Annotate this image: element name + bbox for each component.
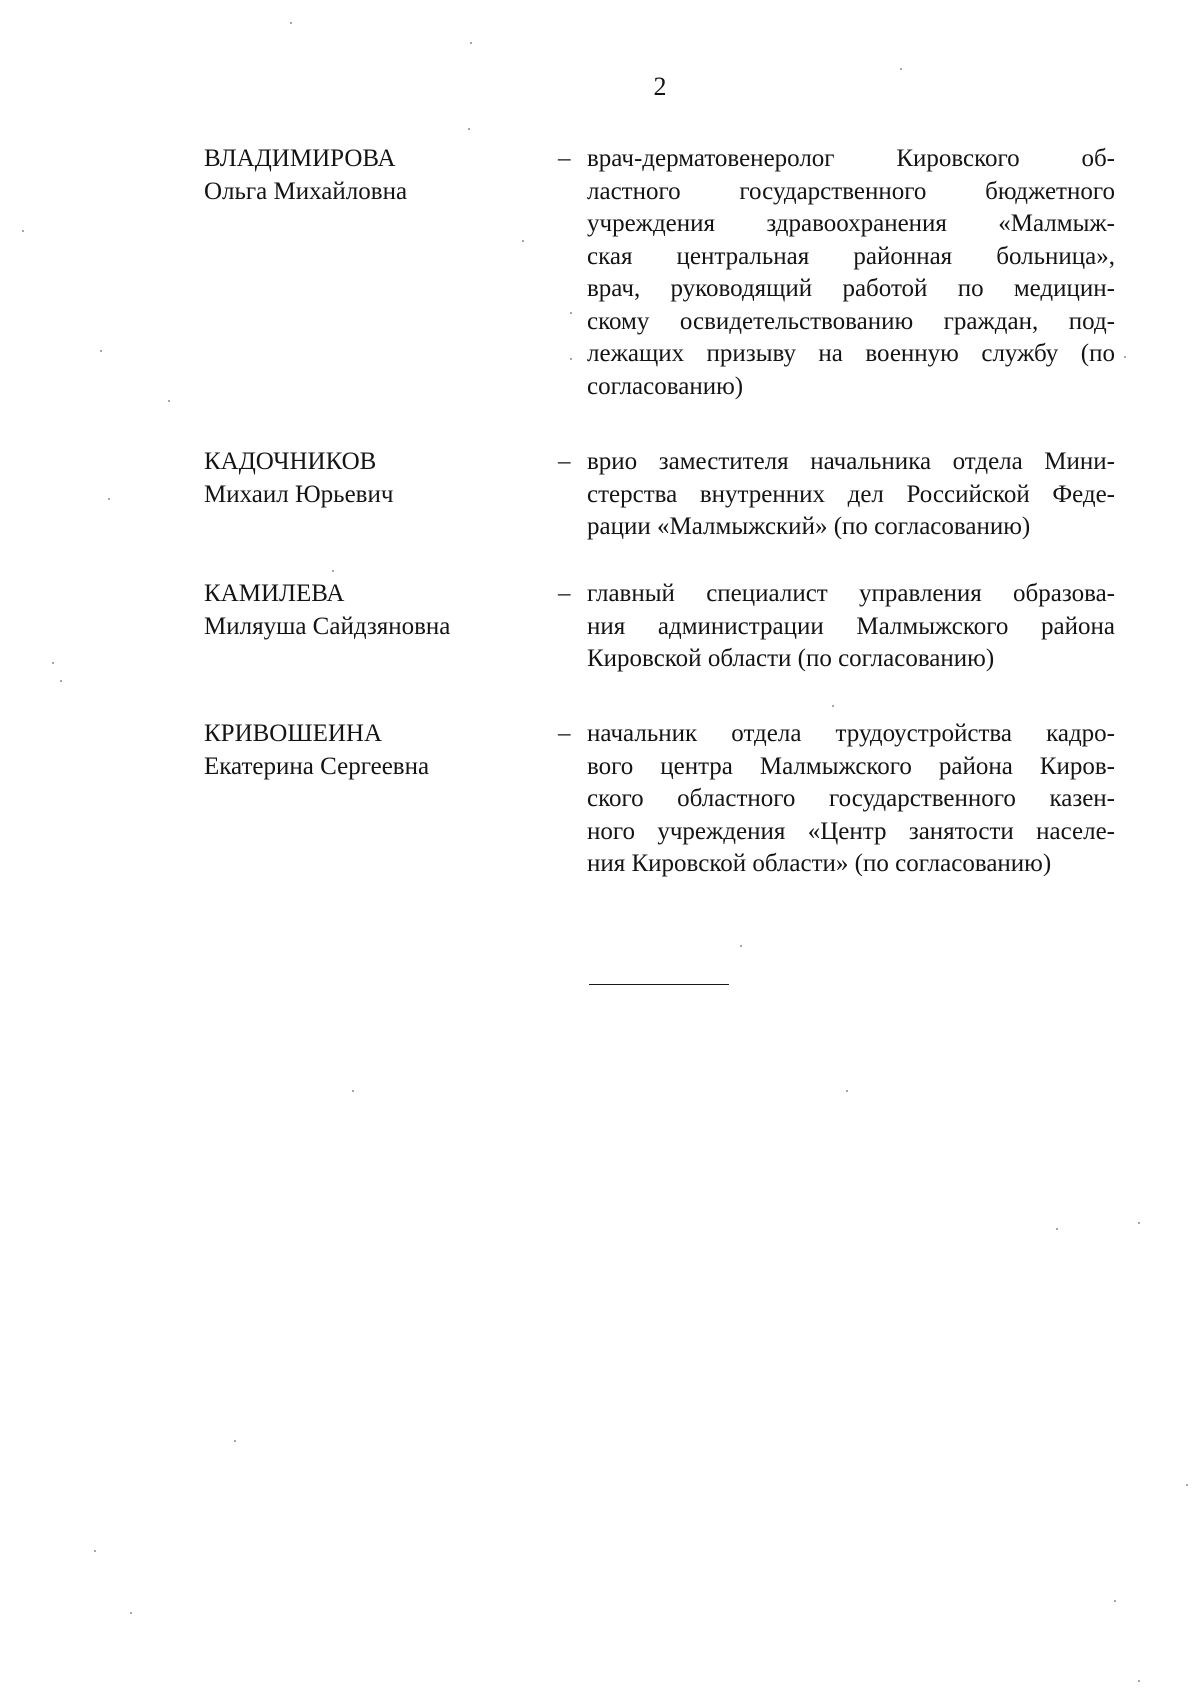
member-given-names: Ольга Михайловна <box>204 177 408 205</box>
scan-speck <box>290 22 292 24</box>
scan-speck <box>168 400 170 402</box>
scan-speck <box>352 1090 354 1092</box>
description-line: врио заместителя начальника отдела Мини- <box>587 448 1115 475</box>
scan-speck <box>1114 1600 1116 1602</box>
scan-speck <box>1186 1484 1188 1486</box>
scan-speck <box>332 570 334 572</box>
description-line: стерства внутренних дел Российской Феде- <box>587 480 1115 508</box>
description-line: Кировской области (по согласованию) <box>587 645 995 672</box>
description-line: врач-дерматовенеролог Кировского об- <box>587 145 1115 172</box>
description-line: вого центра Малмыжского района Киров- <box>587 752 1115 780</box>
scan-speck <box>1056 1228 1058 1230</box>
list-dash: – <box>558 448 571 475</box>
description-line: ного учреждения «Центр занятости населе- <box>587 817 1115 845</box>
description-line: главный специалист управления образова- <box>587 580 1115 607</box>
member-given-names: Михаил Юрьевич <box>204 480 394 508</box>
scan-speck <box>52 662 54 664</box>
scan-speck <box>108 498 110 500</box>
member-position-description <box>587 578 1115 676</box>
description-line: скому освидетельствованию граждан, под- <box>587 307 1115 335</box>
member-given-names: Екатерина Сергеевна <box>204 752 430 780</box>
scan-speck <box>522 240 524 242</box>
list-dash: – <box>558 720 571 747</box>
scan-speck <box>900 68 902 70</box>
member-surname: ВЛАДИМИРОВА <box>204 145 396 172</box>
scan-speck <box>1124 356 1126 358</box>
scan-speck <box>1138 1680 1140 1682</box>
description-line: начальник отдела трудоустройства кадро- <box>587 720 1115 747</box>
scan-speck <box>846 1090 848 1092</box>
description-line: рации «Малмыжский» (по согласованию) <box>587 513 1031 540</box>
scan-speck <box>468 128 470 130</box>
description-line: ского областного государственного казен- <box>587 785 1115 812</box>
scan-speck <box>570 312 572 314</box>
description-line: ния администрации Малмыжского района <box>587 612 1115 640</box>
description-line: ская центральная районная больница», <box>587 242 1115 270</box>
scan-speck <box>60 680 62 682</box>
list-dash: – <box>558 145 571 172</box>
page-number: 2 <box>653 72 667 101</box>
description-line: учреждения здравоохранения «Малмыж- <box>587 210 1115 237</box>
member-position-description <box>587 143 1115 403</box>
member-position-description <box>587 718 1115 881</box>
member-position-description <box>587 446 1115 544</box>
member-surname: КРИВОШЕИНА <box>204 720 383 747</box>
scan-speck <box>94 1550 96 1552</box>
member-name <box>204 143 534 208</box>
member-name <box>204 578 534 643</box>
scan-speck <box>740 945 742 947</box>
description-line: ния Кировской области» (по согласованию) <box>587 850 1052 877</box>
member-name <box>204 718 534 783</box>
scan-speck <box>234 1440 236 1442</box>
description-line: согласованию) <box>587 372 744 400</box>
member-surname: КАМИЛЕВА <box>204 580 345 607</box>
list-dash: – <box>558 580 571 607</box>
scan-speck <box>570 358 572 360</box>
description-line: ластного государственного бюджетного <box>587 177 1115 205</box>
scan-speck <box>22 230 24 232</box>
description-line: лежащих призыву на военную службу (по <box>587 340 1115 367</box>
member-surname: КАДОЧНИКОВ <box>204 448 377 475</box>
scan-speck <box>100 350 102 352</box>
scan-speck <box>832 705 834 707</box>
description-line: врач, руководящий работой по медицин- <box>587 275 1115 302</box>
member-name <box>204 446 534 511</box>
end-separator-line <box>589 984 729 985</box>
scan-speck <box>130 1612 132 1614</box>
scan-speck <box>470 42 472 44</box>
member-given-names: Миляуша Сайдзяновна <box>204 612 451 640</box>
scan-speck <box>1138 1222 1140 1224</box>
